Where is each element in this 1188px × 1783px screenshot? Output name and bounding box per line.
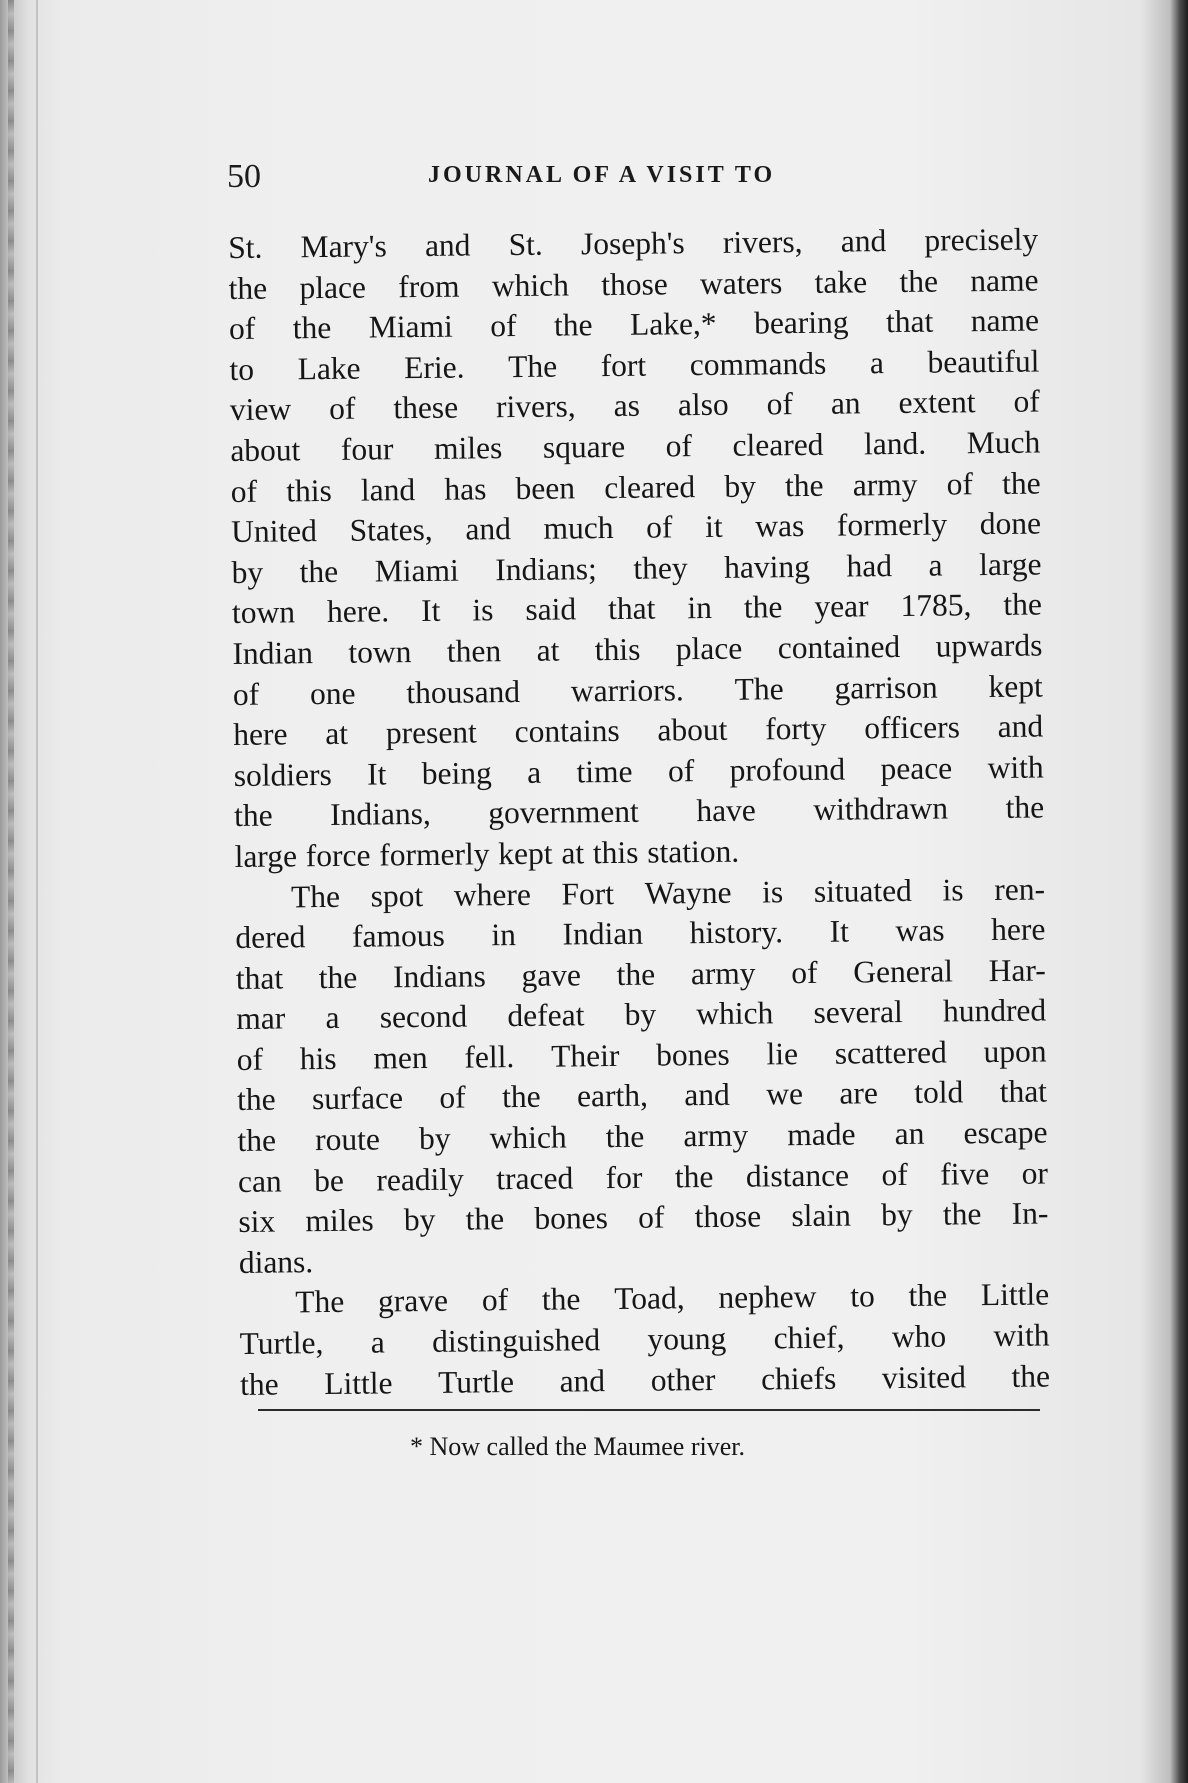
word: garrison <box>834 669 938 706</box>
text-line <box>231 504 1041 553</box>
word: of <box>645 509 673 545</box>
word: government <box>488 794 639 831</box>
running-head: JOURNAL OF A VISIT TO <box>428 162 776 188</box>
word: that <box>607 590 656 627</box>
word: of <box>328 391 356 427</box>
word: large <box>978 546 1042 582</box>
word: by <box>724 468 757 504</box>
word: the <box>553 307 593 343</box>
word: Mary's <box>300 228 387 265</box>
word: made <box>787 1116 856 1153</box>
word: four <box>340 431 394 467</box>
word: the <box>228 270 268 306</box>
word: take <box>814 263 868 300</box>
word: is <box>942 871 964 908</box>
word: the <box>942 1196 982 1232</box>
word: The <box>290 878 341 914</box>
word: commands <box>689 345 827 382</box>
word: the <box>605 1118 645 1155</box>
word: told <box>914 1074 964 1111</box>
word: at <box>561 835 585 871</box>
word: The <box>295 1284 345 1320</box>
word: the <box>501 1079 541 1115</box>
word: with <box>987 749 1044 785</box>
word: warriors. <box>570 671 684 708</box>
word: extent <box>898 384 976 421</box>
word: 1785, <box>900 587 972 624</box>
word: Indian <box>232 635 314 671</box>
text-line <box>232 585 1042 634</box>
word: the <box>784 467 824 503</box>
word: then <box>446 633 502 669</box>
word: his <box>299 1040 337 1077</box>
word: officers <box>864 709 961 746</box>
word: the <box>616 956 656 992</box>
word: Indians, <box>329 796 431 833</box>
word: the <box>292 310 332 346</box>
word: in <box>491 917 517 953</box>
word: beautiful <box>927 343 1040 380</box>
word: withdrawn <box>813 790 949 828</box>
word: Turtle <box>437 1363 515 1400</box>
word: army <box>852 466 918 503</box>
word: these <box>393 389 459 426</box>
word: a <box>928 547 943 583</box>
word: of <box>236 1041 264 1077</box>
word: chiefs <box>760 1360 837 1397</box>
word: of <box>1013 383 1040 420</box>
word: several <box>813 994 903 1031</box>
word: the <box>1005 789 1045 826</box>
word: here <box>233 716 288 753</box>
word: men <box>373 1039 428 1076</box>
word: we <box>766 1076 804 1112</box>
word: name <box>970 302 1040 339</box>
word: the <box>899 263 939 299</box>
word: spot <box>370 877 424 914</box>
word: of <box>881 1156 908 1192</box>
word: bones <box>534 1200 609 1237</box>
word: present <box>385 714 478 751</box>
word: done <box>979 505 1042 542</box>
word: they <box>633 549 688 586</box>
word: have <box>696 792 756 829</box>
word: place <box>299 269 367 305</box>
word: Indians <box>392 958 486 994</box>
word: with <box>993 1317 1050 1354</box>
word: profound <box>729 751 846 788</box>
word: said <box>525 591 577 628</box>
word: is <box>761 873 784 909</box>
word: of <box>665 428 693 464</box>
word: the <box>465 1201 505 1237</box>
word: be <box>313 1162 345 1198</box>
word: square <box>542 428 626 465</box>
word: where <box>453 876 532 913</box>
page-number: 50 <box>227 158 261 195</box>
word: Har- <box>988 952 1046 988</box>
word: surface <box>311 1080 404 1117</box>
word: United <box>230 513 318 550</box>
word: an <box>830 385 861 422</box>
word: army <box>683 1117 749 1154</box>
page-header <box>0 150 1188 200</box>
word: The <box>734 670 784 707</box>
word: It <box>420 593 441 629</box>
word: upwards <box>935 627 1043 664</box>
word: by <box>403 1202 436 1238</box>
word: fort <box>600 347 647 383</box>
word: the <box>233 797 273 834</box>
word: St. <box>228 229 263 265</box>
word: being <box>421 754 492 791</box>
word: the <box>1001 465 1041 501</box>
word: ren- <box>994 870 1046 907</box>
word: Much <box>966 424 1041 461</box>
word: contains <box>514 713 620 750</box>
word: nephew <box>718 1279 817 1316</box>
word: been <box>515 469 576 506</box>
word: has <box>444 470 487 507</box>
text-line <box>237 1072 1047 1121</box>
word: to <box>850 1278 875 1314</box>
word: cleared <box>604 468 696 505</box>
word: distance <box>745 1157 850 1194</box>
word: this <box>286 472 332 508</box>
word: gave <box>521 957 582 993</box>
word: It <box>366 756 387 792</box>
word: young <box>647 1320 727 1357</box>
word: an <box>894 1115 925 1152</box>
word: a <box>526 754 542 790</box>
word: or <box>1021 1155 1049 1191</box>
word: of <box>946 465 974 502</box>
word: dered <box>235 919 306 956</box>
word: of <box>232 676 260 712</box>
binding-edge <box>8 0 14 1783</box>
word: of <box>791 954 818 990</box>
word: and <box>684 1077 730 1113</box>
word: Indian <box>562 915 644 952</box>
word: which <box>491 267 570 303</box>
word: Their <box>550 1037 620 1074</box>
word: Miami <box>368 308 453 345</box>
word: dians. <box>238 1244 314 1280</box>
word: time <box>576 753 633 790</box>
word: States, <box>349 512 433 548</box>
word: the <box>674 1158 714 1195</box>
word: the <box>1003 586 1043 623</box>
word: Lake <box>297 350 361 387</box>
text-line <box>236 950 1046 999</box>
word: the <box>1011 1358 1051 1394</box>
word: force <box>305 837 371 874</box>
word: the <box>237 1122 277 1159</box>
word: distinguished <box>431 1322 601 1359</box>
word: name <box>970 262 1039 298</box>
word: and <box>465 511 512 547</box>
word: traced <box>496 1160 574 1196</box>
word: about <box>657 711 728 748</box>
word: precisely <box>924 221 1039 258</box>
word: General <box>853 953 954 990</box>
word: kept <box>498 835 553 872</box>
word: The <box>507 348 558 384</box>
word: who <box>891 1318 947 1355</box>
word: as <box>613 388 641 424</box>
word: the <box>299 553 339 590</box>
word: land <box>360 471 416 508</box>
word: was <box>755 508 805 544</box>
word: the <box>239 1366 279 1402</box>
footnote-rule <box>258 1409 1040 1411</box>
word: the <box>743 589 783 625</box>
text-line <box>240 1356 1050 1405</box>
word: Wayne <box>644 874 732 911</box>
word: and <box>559 1362 606 1399</box>
word: which <box>696 995 774 1032</box>
word: of <box>228 310 256 347</box>
word: in <box>687 590 713 626</box>
word: five <box>940 1155 990 1192</box>
word: had <box>846 547 893 584</box>
word: route <box>314 1121 381 1158</box>
word: waters <box>699 264 783 301</box>
word: that <box>999 1073 1048 1110</box>
word: town <box>231 594 296 631</box>
word: having <box>723 548 811 585</box>
word: those <box>694 1198 762 1235</box>
word: at <box>325 715 349 752</box>
word: is <box>472 592 494 628</box>
word: and <box>997 708 1044 745</box>
word: by <box>231 554 264 590</box>
footnote: * Now called the Maumee river. <box>410 1432 745 1461</box>
word: army <box>690 955 756 991</box>
word: fell. <box>464 1038 515 1075</box>
word: bones <box>655 1036 730 1073</box>
binding-crease <box>36 0 38 1783</box>
word: at <box>536 632 560 668</box>
word: of <box>481 1282 509 1318</box>
word: grave <box>377 1283 449 1319</box>
word: Erie. <box>403 349 465 385</box>
word: are <box>839 1075 879 1112</box>
word: those <box>601 265 668 302</box>
word: scattered <box>834 1034 947 1071</box>
word: and <box>424 227 471 263</box>
word: by <box>418 1120 451 1157</box>
word: thousand <box>406 673 521 710</box>
word: Joseph's <box>580 225 685 262</box>
word: the <box>318 959 358 995</box>
word: was <box>895 912 945 949</box>
word: of <box>230 473 258 509</box>
word: of <box>439 1080 466 1116</box>
word: here. <box>326 593 390 630</box>
word: of <box>490 308 517 344</box>
word: also <box>677 387 729 423</box>
word: slain <box>791 1197 852 1234</box>
word: to <box>229 351 255 387</box>
word: the <box>908 1277 948 1314</box>
word: it <box>704 508 723 545</box>
word: formerly <box>836 506 948 543</box>
word: a <box>869 344 885 381</box>
word: station. <box>647 833 740 870</box>
text-line <box>230 422 1040 471</box>
word: the <box>541 1281 581 1318</box>
word: large <box>234 838 298 874</box>
word: that <box>885 303 934 340</box>
word: visited <box>881 1358 967 1395</box>
word: soldiers <box>233 756 332 793</box>
word: Miami <box>374 552 459 589</box>
word: contained <box>777 628 901 666</box>
word: upon <box>983 1033 1047 1070</box>
word: Lake,* <box>629 306 717 342</box>
word: miles <box>433 430 503 466</box>
word: second <box>379 998 468 1035</box>
word: kept <box>988 668 1043 704</box>
word: land. <box>863 425 927 462</box>
word: and <box>840 223 887 259</box>
word: by <box>880 1197 913 1233</box>
word: earth, <box>576 1078 649 1114</box>
word: rivers, <box>495 388 576 425</box>
word: situated <box>813 872 913 909</box>
word: In- <box>1011 1195 1049 1232</box>
word: from <box>398 268 460 304</box>
word: this <box>594 631 641 668</box>
word: Toad, <box>614 1280 685 1317</box>
word: defeat <box>507 997 585 1034</box>
word: here <box>990 911 1046 948</box>
word: lie <box>766 1035 799 1072</box>
word: forty <box>765 710 827 747</box>
word: one <box>309 675 356 711</box>
word: St. <box>508 226 543 263</box>
word: six <box>238 1203 276 1240</box>
word: of <box>667 752 695 789</box>
word: the <box>236 1082 276 1118</box>
word: a <box>325 1000 340 1036</box>
word: readily <box>376 1161 465 1198</box>
text-line <box>229 301 1039 350</box>
word: year <box>814 588 869 625</box>
word: a <box>370 1324 385 1360</box>
word: hundred <box>942 992 1047 1029</box>
word: peace <box>880 750 953 786</box>
text-line <box>234 788 1044 837</box>
word: for <box>605 1159 643 1195</box>
word: chief, <box>773 1319 845 1356</box>
word: view <box>229 391 292 428</box>
word: bearing <box>753 304 849 341</box>
word: of <box>637 1199 665 1236</box>
word: Little <box>324 1364 393 1401</box>
word: It <box>829 913 850 949</box>
word: of <box>766 386 794 422</box>
word: town <box>348 634 412 670</box>
word: rivers, <box>722 223 803 260</box>
word: Indians; <box>495 550 597 587</box>
word: formerly <box>379 836 490 873</box>
word: which <box>489 1119 567 1156</box>
word: can <box>237 1163 282 1199</box>
word: this <box>592 834 639 871</box>
word: that <box>235 960 284 996</box>
word: about <box>230 432 301 468</box>
word: miles <box>305 1202 374 1239</box>
body-text <box>228 220 1050 1406</box>
word: history. <box>689 914 784 951</box>
word: famous <box>351 917 445 954</box>
word: Little <box>980 1276 1050 1313</box>
word: much <box>543 510 614 546</box>
word: other <box>650 1361 716 1398</box>
word: mar <box>236 1000 286 1037</box>
word: Fort <box>561 875 615 912</box>
word: place <box>675 630 743 667</box>
word: escape <box>963 1114 1048 1151</box>
word: by <box>624 996 657 1033</box>
word: cleared <box>732 426 824 463</box>
word: Turtle, <box>239 1325 324 1361</box>
